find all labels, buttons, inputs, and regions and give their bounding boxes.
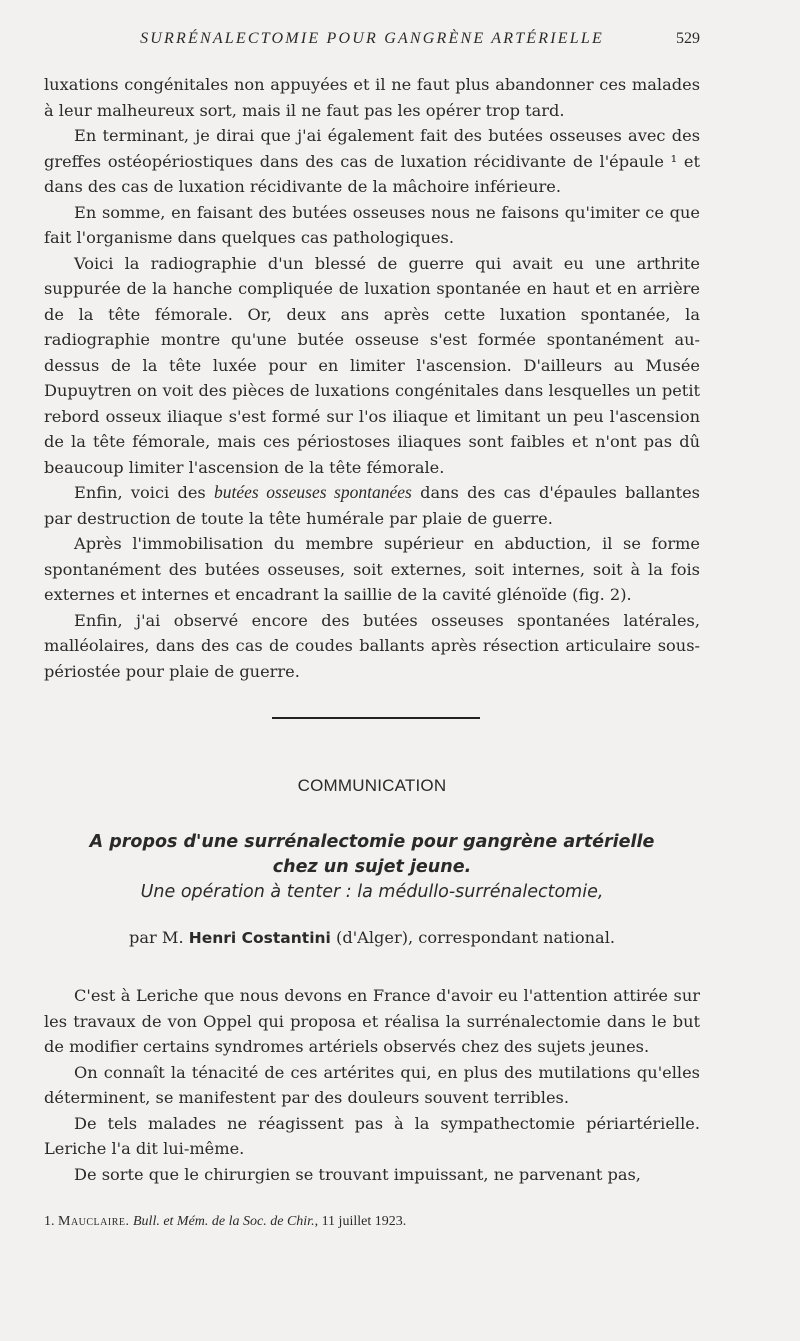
- byline: [44, 928, 700, 947]
- paragraph-text: Enfin, voici des: [74, 483, 206, 502]
- running-title: SURRÉNALECTOMIE POUR GANGRÈNE ARTÉRIELLE: [140, 30, 604, 47]
- paragraph: En terminant, je dirai que j'ai également fait des butées osseuses avec des greffes ostéopériostiques dans des cas de luxation récidivante de l'épaule ¹ et dans des cas de luxation récidivante de la mâchoire inférieure.: [44, 126, 700, 196]
- paragraph: Après l'immobilisation du membre supérieur en abduction, il se forme spontanément des butées osseuses, soit externes, soit internes, soit à la fois externes et internes et encadrant la saillie de la cavité glénoïde (fig. 2).: [44, 534, 700, 604]
- paragraph: En somme, en faisant des butées osseuses nous ne faisons qu'imiter ce que fait l'organisme dans quelques cas pathologiques.: [44, 202, 700, 247]
- paragraph: Voici la radiographie d'un blessé de guerre qui avait eu une arthrite suppurée de la hanche compliquée de luxation spontanée en haut et en arrière de la tête fémorale. Or, deux ans après cette luxation spontanée, la radiographie montre qu'une butée osseuse s'est formée spontanément au-dessus de la tête luxée pour en limiter l'ascension. D'ailleurs au Musée Dupuytren on voit des pièces de luxations congénitales dans lesquelles un petit rebord osseux iliaque s'est formé sur l'os iliaque et limitant un peu l'ascension de la tête fémorale, mais ces périostoses iliaques sont faibles et n'ont pas dû beaucoup limiter l'ascension de la tête fémorale.: [44, 253, 700, 477]
- footnote-source: Bull. et Mém. de la Soc. de Chir.: [133, 1214, 315, 1229]
- italic-phrase: butées osseuses spontanées: [214, 482, 412, 502]
- section-heading: COMMUNICATION: [297, 776, 447, 795]
- article-title: [44, 830, 700, 905]
- byline-suffix: (d'Alger), correspondant national.: [336, 928, 616, 947]
- paragraph: Enfin, j'ai observé encore des butées osseuses spontanées latérales, malléolaires, dans des cas de coudes ballants après résection articulaire sous-périostée pour plaie de guerre.: [44, 610, 700, 681]
- body-text-communication: [44, 983, 700, 1187]
- section-divider: [272, 717, 480, 719]
- footnote-date: , 11 juillet 1923.: [314, 1214, 407, 1229]
- paragraph: luxations congénitales non appuyées et il ne faut plus abandonner ces malades à leur malheureux sort, mais il ne faut pas les opérer trop tard.: [44, 75, 700, 120]
- paragraph: On connaît la ténacité de ces artérites qui, en plus des mutilations qu'elles déterminent, se manifestent par des douleurs souvent terribles.: [44, 1062, 700, 1107]
- footnote-author: Mauclaire.: [58, 1214, 130, 1229]
- paragraph: [44, 480, 700, 531]
- byline-prefix: par M.: [128, 928, 184, 947]
- paragraph: C'est à Leriche que nous devons en France d'avoir eu l'attention attirée sur les travaux de von Oppel qui proposa et réalisa la surrénalectomie dans le but de modifier certains syndromes artériels observés chez des sujets jeunes.: [44, 986, 700, 1056]
- paragraph: De tels malades ne réagissent pas à la sympathectomie périartérielle. Leriche l'a dit lui-même.: [44, 1113, 700, 1158]
- page-number: 529: [676, 30, 700, 47]
- footnote: [44, 1214, 700, 1230]
- paragraph: De sorte que le chirurgien se trouvant impuissant, ne parvenant pas,: [74, 1164, 641, 1184]
- title-line: chez un sujet jeune.: [272, 857, 472, 877]
- title-line: A propos d'une surrénalectomie pour gangrène artérielle: [89, 832, 655, 852]
- paragraph-text: dans des cas d'épaules ballantes par destruction de toute la tête humérale par plaie de guerre.: [44, 483, 700, 528]
- footnote-marker: 1.: [44, 1214, 55, 1229]
- body-text-previous-article: [44, 72, 700, 684]
- title-line: Une opération à tenter : la médullo-surrénalectomie,: [140, 882, 604, 902]
- author-name: Henri Costantini: [188, 929, 331, 947]
